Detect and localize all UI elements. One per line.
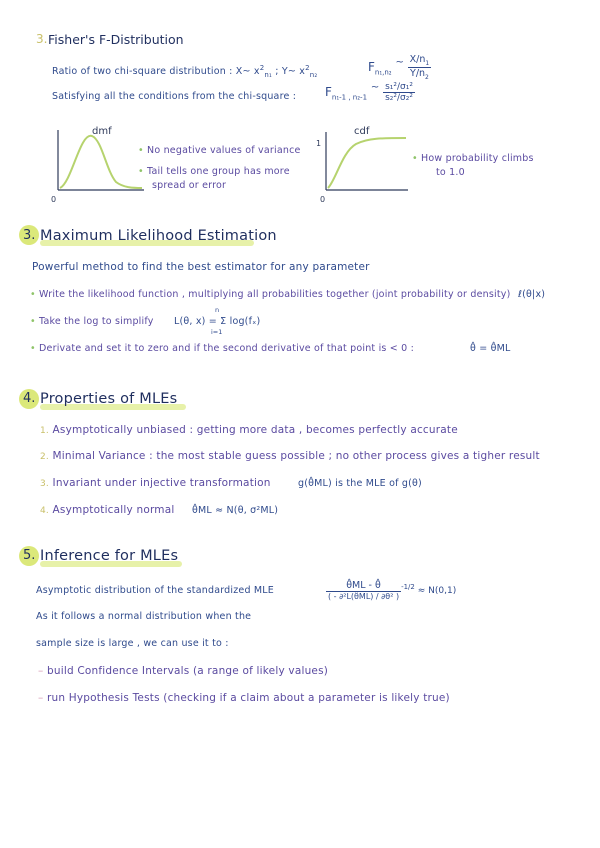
mle-sum-top: n [215, 306, 220, 314]
pdf-label: dmf [92, 126, 112, 137]
props-item-2: 2. Minimal Variance : the most stable guess possible ; no other process gives a tigher result [40, 450, 540, 462]
cdf-note-1: • How probability climbs [412, 153, 534, 164]
fdist-conditions-line: Satisfying all the conditions from the chi-square : [52, 91, 297, 102]
pdf-curve [60, 136, 142, 188]
fdist-ratio-line: Ratio of two chi-square distribution : X~ $x^2_{n_1}$ ; Y~ $x^2_{n_2}$ [52, 64, 318, 80]
mle-bullet-2-formula: L(θ, x) = Σ log(fₓ) [174, 316, 261, 327]
pdf-note-1: • No negative values of variance [138, 145, 301, 156]
inference-number: 5. [23, 548, 36, 563]
cdf-sketch [312, 122, 412, 202]
pdf-origin: 0 [51, 195, 57, 202]
props-item-3: 3. Invariant under injective transformation [40, 477, 271, 489]
mle-bullet-1: • Write the likelihood function , multiplying all probabilities together (joint probability or density) [30, 289, 511, 300]
inference-line-3: sample size is large , we can use it to : [36, 638, 229, 649]
mle-bullet-1-formula: ℓ(θ|x) [518, 289, 546, 300]
mle-number: 3. [23, 228, 36, 243]
props-item-4: 4. Asymptotically normal [40, 504, 175, 516]
mle-bullet-3-formula: θ̂ = θ̂ML [470, 343, 511, 354]
mle-sum-bottom: i=1 [211, 328, 223, 336]
mle-bullet-2: • Take the log to simplify [30, 316, 154, 327]
inference-bullet-2: – run Hypothesis Tests (checking if a claim about a parameter is likely true) [38, 692, 450, 704]
cdf-label: cdf [354, 126, 370, 137]
fdist-sample-formula: $F_{n_1-1 , n_2-1}$ ~ $\frac{\text{s₁²/σ₁²}}{\text{s₂²/σ₂²}}$ [325, 82, 413, 103]
inference-line-2: As it follows a normal distribution when the [36, 611, 252, 622]
inference-title: Inference for MLEs [40, 548, 179, 564]
inference-formula: $\frac{\thetâML - \thetâ}{\text{( - ∂²L(θ̂ML) / ∂θ² )}}$ $^{-1/2}$ ≈ N(0,1) [328, 580, 457, 601]
pdf-note-3: spread or error [152, 180, 227, 191]
cdf-note-2: to 1.0 [436, 167, 465, 178]
pdf-sketch [48, 122, 148, 202]
props-item-1: 1. Asymptotically unbiased : getting more data , becomes perfectly accurate [40, 424, 458, 436]
pdf-note-2: • Tail tells one group has more [138, 166, 290, 177]
fdist-f-formula: $F_{n_1,n_2}$ ~ $\frac{X/n_1}{Y/n_2}$ [368, 54, 430, 81]
mle-intro: Powerful method to find the best estimator for any parameter [32, 261, 370, 273]
props-title: Properties of MLEs [40, 391, 178, 407]
inference-bullet-1: – build Confidence Intervals (a range of likely values) [38, 665, 329, 677]
props-number: 4. [23, 391, 36, 406]
cdf-curve [328, 138, 406, 188]
mle-title: Maximum Likelihood Estimation [40, 228, 277, 244]
fdist-number: 3. [36, 32, 48, 46]
props-item-4-formula: θ̂ML ≈ N(θ, σ²ML) [192, 505, 279, 516]
mle-bullet-3: • Derivate and set it to zero and if the second derivative of that point is < 0 : [30, 343, 415, 354]
props-item-3-formula: g(θ̂ML) is the MLE of g(θ) [298, 478, 422, 489]
fdist-title: Fisher's F-Distribution [48, 32, 184, 47]
cdf-one: 1 [316, 139, 322, 148]
inference-line-1: Asymptotic distribution of the standardized MLE [36, 585, 274, 596]
cdf-origin: 0 [320, 195, 326, 202]
